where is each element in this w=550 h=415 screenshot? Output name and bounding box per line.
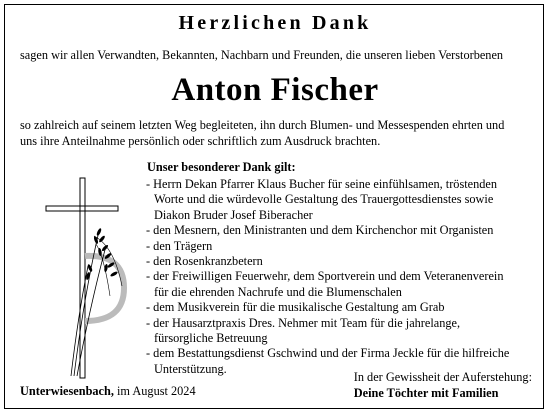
thanks-paragraph xyxy=(20,118,540,149)
list-item: - dem Bestattungsdienst Gschwind und der Firma Jeckle für die hilfreiche Unterstützung. xyxy=(146,346,510,376)
list-item: - der Freiwilligen Feuerwehr, dem Sportverein und dem Veteranenverein für die ehrenden Nachrufe und die Blumenschalen xyxy=(146,269,504,299)
list-item: - den Trägern xyxy=(146,238,213,253)
list-item: - den Mesnern, den Ministranten und dem Kirchenchor mit Organisten xyxy=(146,223,494,238)
list-item: - Herrn Dekan Pfarrer Klaus Bucher für seine einfühlsamen, tröstenden Worte und die würdevolle Gestaltung des Trauergottesdienstes sowie Diakon Bruder Josef Biberacher xyxy=(146,177,498,222)
thanks-line: so zahlreich auf seinem letzten Weg begleiteten, ihn durch Blumen- und Messespenden ehrten und xyxy=(20,118,505,132)
intro-text: sagen wir allen Verwandten, Bekannten, Nachbarn und Freunden, die unseren lieben Verstorbenen xyxy=(20,48,504,62)
signature: Deine Töchter mit Familien xyxy=(353,385,499,400)
place: Unterwiesenbach, xyxy=(20,384,114,398)
thanks-line: uns ihre Anteilnahme persönlich oder schriftlich zum Ausdruck brachten. xyxy=(20,133,381,148)
special-thanks-list xyxy=(146,177,536,377)
page-title: Herzlichen Dank xyxy=(178,12,372,34)
closing-block xyxy=(354,370,532,401)
closing-line: In der Gewissheit der Auferstehung: xyxy=(353,370,532,384)
cross-with-grain-icon xyxy=(44,176,140,381)
place-date xyxy=(20,384,196,399)
special-thanks-heading: Unser besonderer Dank gilt: xyxy=(147,160,296,174)
deceased-name: Anton Fischer xyxy=(171,72,379,108)
date: im August 2024 xyxy=(117,384,196,398)
list-item: - dem Musikverein für die musikalische Gestaltung am Grab xyxy=(146,300,445,315)
list-item: - den Rosenkranzbetern xyxy=(146,254,263,269)
list-item: - der Hausarztpraxis Dres. Nehmer mit Team für die jahrelange, fürsorgliche Betreuung xyxy=(146,315,461,346)
